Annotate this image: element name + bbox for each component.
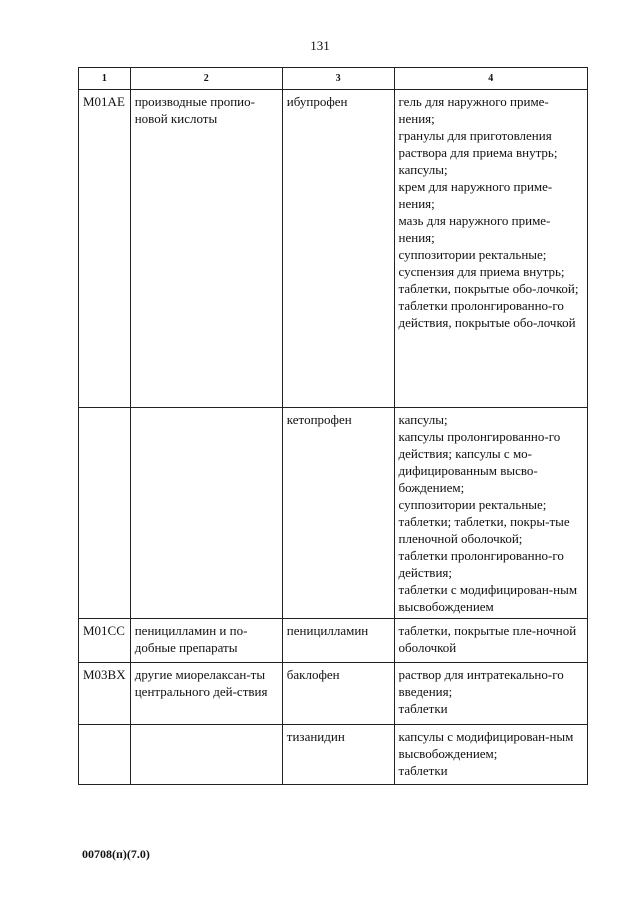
dosage-form: капсулы с модифицирован-ным высвобождением; xyxy=(398,729,574,761)
column-header: 1 xyxy=(79,68,131,90)
dosage-form: таблетки пролонгированно-го действия, покрытые обо-лочкой xyxy=(398,298,576,330)
column-header: 4 xyxy=(394,68,587,90)
table-row xyxy=(79,408,588,619)
dosage-forms-cell xyxy=(394,619,587,663)
group-name-cell: пеницилламин и по-добные препараты xyxy=(130,619,282,663)
group-name-cell xyxy=(130,408,282,619)
document-code: 00708(п)(7.0) xyxy=(82,847,150,861)
column-header: 2 xyxy=(130,68,282,90)
table-body xyxy=(79,90,588,785)
dosage-form: таблетки с модифицирован-ным высвобождением xyxy=(398,582,578,614)
atc-code-cell: M03BX xyxy=(79,663,131,725)
drug-name-cell: пеницилламин xyxy=(282,619,394,663)
dosage-forms-cell xyxy=(394,725,587,785)
dosage-forms-cell xyxy=(394,90,587,408)
group-name-cell: производные пропио-новой кислоты xyxy=(130,90,282,408)
dosage-form: гранулы для приготовления раствора для приема внутрь; xyxy=(398,128,558,160)
dosage-forms-cell xyxy=(394,663,587,725)
atc-code-cell xyxy=(79,408,131,619)
group-name-cell: другие миорелаксан-ты центрального дей-ствия xyxy=(130,663,282,725)
drug-name-cell: тизанидин xyxy=(282,725,394,785)
dosage-form: капсулы; xyxy=(398,162,448,177)
table-row xyxy=(79,90,588,408)
dosage-form: раствор для интратекально-го введения; xyxy=(398,667,564,699)
dosage-form: таблетки пролонгированно-го действия; xyxy=(398,548,564,580)
atc-code-cell xyxy=(79,725,131,785)
drug-table xyxy=(78,67,588,785)
dosage-form: таблетки, покрытые обо-лочкой; xyxy=(398,281,579,296)
dosage-form: капсулы пролонгированно-го действия; капсулы с мо-дифицированным высво-бождением; xyxy=(398,429,561,495)
drug-name-cell: кетопрофен xyxy=(282,408,394,619)
header-row xyxy=(79,68,588,90)
atc-code-cell: M01AE xyxy=(79,90,131,408)
dosage-form: суппозитории ректальные; xyxy=(398,497,547,512)
dosage-form: гель для наружного приме-нения; xyxy=(398,94,549,126)
dosage-form: таблетки xyxy=(398,763,448,778)
dosage-form: суппозитории ректальные; xyxy=(398,247,547,262)
table-row xyxy=(79,619,588,663)
drug-name-cell: ибупрофен xyxy=(282,90,394,408)
dosage-form: таблетки xyxy=(398,701,448,716)
column-header: 3 xyxy=(282,68,394,90)
dosage-form: суспензия для приема внутрь; xyxy=(398,264,565,279)
table-row xyxy=(79,663,588,725)
dosage-form: мазь для наружного приме-нения; xyxy=(398,213,551,245)
dosage-forms-cell xyxy=(394,408,587,619)
dosage-form: таблетки, покрытые пле-ночной оболочкой xyxy=(398,623,577,655)
page-number: 131 xyxy=(310,38,330,53)
dosage-form: таблетки; таблетки, покры-тые пленочной оболочкой; xyxy=(398,514,570,546)
drug-name-cell: баклофен xyxy=(282,663,394,725)
dosage-form: крем для наружного приме-нения; xyxy=(398,179,553,211)
atc-code-cell: M01CC xyxy=(79,619,131,663)
group-name-cell xyxy=(130,725,282,785)
dosage-form: капсулы; xyxy=(398,412,448,427)
table-row xyxy=(79,725,588,785)
